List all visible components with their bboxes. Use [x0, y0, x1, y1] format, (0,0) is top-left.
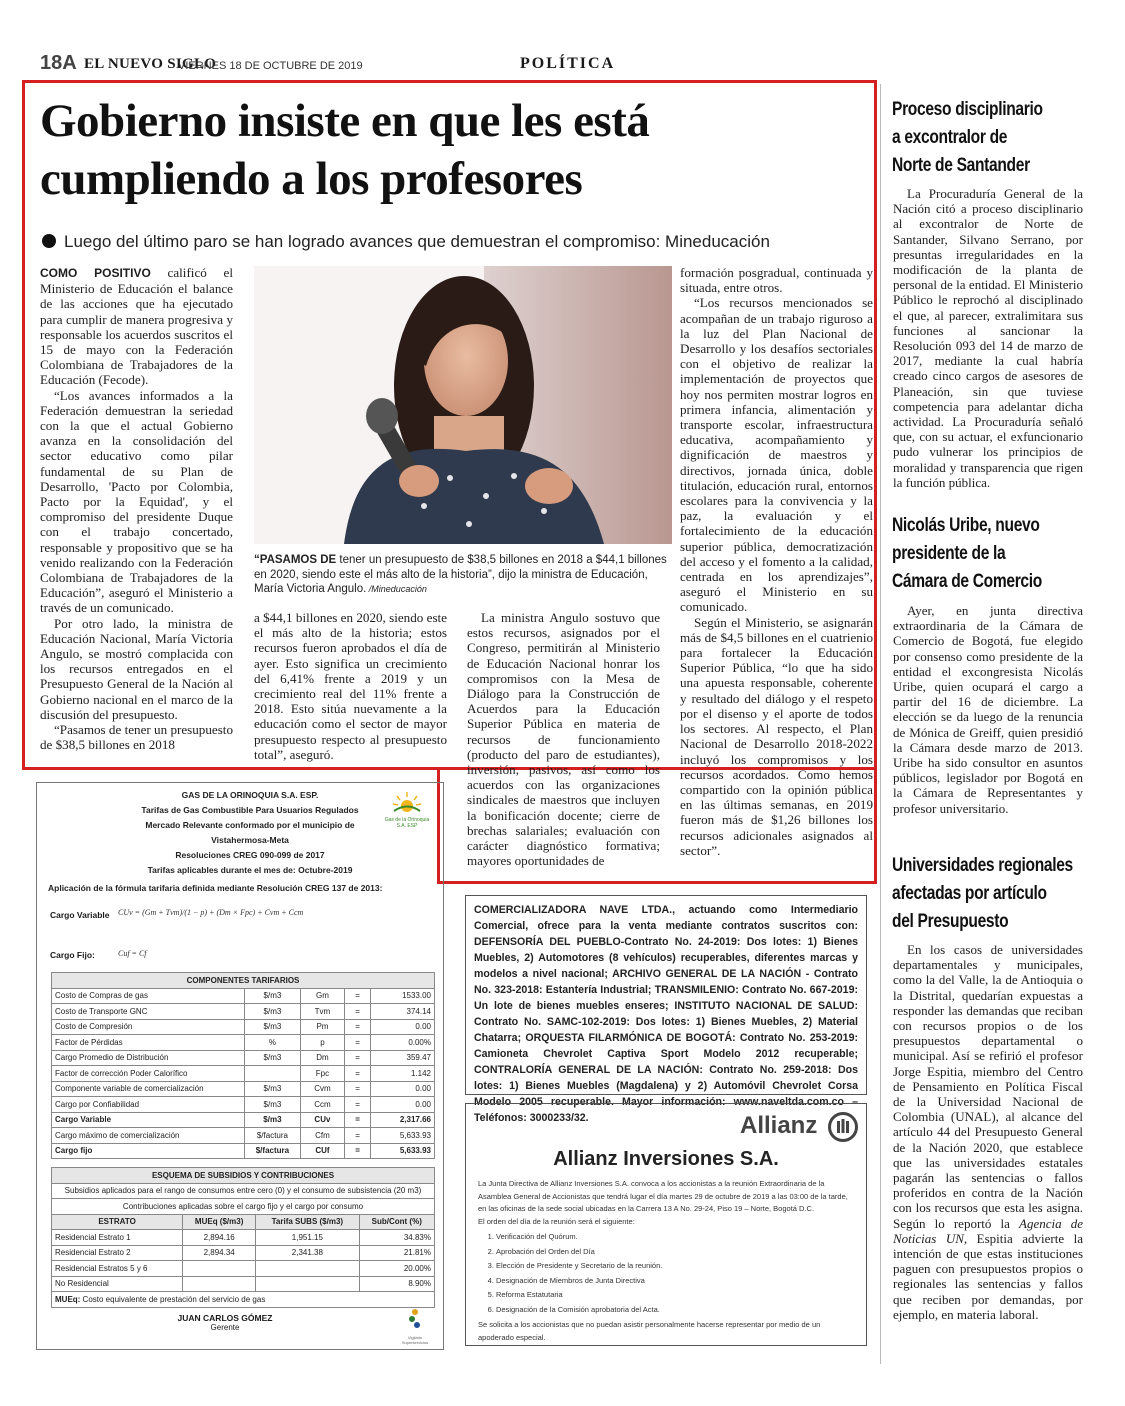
- cargo-fijo-formula: Cuf = Cf: [118, 949, 147, 958]
- paragraph: a $44,1 billones en 2020, siendo este el más alto de la historia; estos recursos fueron aprobados el día de ayer. Esto significa un crecimiento del 6,41% frente a 2019 y un crecimiento real del 11% frente a 2018. Esto sitúa nuevamente a la educación como el sector de mayor presupuesto respecto al presupuesto total”, aseguró.: [254, 610, 447, 762]
- paragraph: “Los recursos mencionados se acompañan de un trabajo riguroso a la luz del Plan Nacional de Desarrollo y los desafíos sectoriales con el objetivo de realizar la implementación de proyectos que hoy nos permiten mostrar logros en primera infancia, alimentación y transporte escolar, infraestructura educativa, acompañamiento y dignificación de maestros y directivos, jornada única, doble titulación, educación rural, entornos escolares para la convivencia y la paz, la evaluación y el fortalecimiento de la educación superior pública, democratización del acceso y el fomento a la calidad, centrada en los aprendizajes”, aseguró el Ministerio en su comunicado.: [680, 295, 873, 615]
- subsidy-row: Residencial Estrato 1 2,894.16 1,951.15 34.83%: [52, 1230, 435, 1246]
- sidebar-headline-2: Nicolás Uribe, nuevo presidente de la Cámara de Comercio: [892, 515, 1042, 592]
- gas-notice-header: GAS DE LA ORINOQUIA S.A. ESP. Tarifas de Gas Combustible Para Usuarios Regulados Mercado Relevante conformado por el municipio de Vistahermosa-Meta Resoluciones CREG 090-099 de 2017 Tarifas aplicables durante el mes de: Octubre-2019: [141, 790, 359, 875]
- section-title: POLÍTICA: [520, 55, 616, 72]
- headline-line-1: Gobierno insiste en que les está: [40, 95, 650, 147]
- gas-formula-intro: Aplicación de la fórmula tarifaria definida mediante Resolución CREG 137 de 2013:: [48, 883, 383, 893]
- minister-photo: [254, 266, 672, 544]
- superservicios-icon: [407, 1308, 423, 1330]
- tariff-row: Factor de corrección Poder Calorífico Fpc = 1.142: [52, 1066, 435, 1082]
- agenda-item: 2. Aprobación del Orden del Día: [496, 1245, 856, 1260]
- article-column-1: COMO POSITIVO calificó el Ministerio de Educación el balance de las acciones que ha ejecutado para cumplir de manera progresiva y responsable los acuerdos suscritos el 15 de mayo con la Federación Colombiana de Trabajadores de la Educación (Fecode). “Los avances informados a la Federación demuestran la seriedad con la que el actual Gobierno avanza en la consolidación del sector educativo como pilar fundamental de su Plan de Desarrollo, 'Pacto por Colombia, Pacto por la Equidad', y el compromiso del presidente Duque con el trabajo concertado, responsable y propositivo que se ha venido realizando con la Federación Colombiana de Trabajadores de la Educación”, aseguró el Ministerio a través de un comunicado. Por otro lado, la ministra de Educación Nacional, María Victoria Angulo, se mostró complacida con los recursos entregados en el Presupuesto General de la Nación al Gobierno nacional en el marco de la discusión del presupuesto. “Pasamos de tener un presupuesto de $38,5 billones en 2018: [40, 265, 233, 753]
- paragraph: Según el Ministerio, se asignarán más de $4,5 billones en el cuatrienio para fortalecer la Educación Superior Pública, “lo que ha sido una apuesta responsable, coherente y resultado del diálogo y el respeto por el disenso y el aporte de todos los sectores. Al respecto, el Plan Nacional de Desarrollo 2018-2022 incluyó los compromisos y los recursos acordados. Como hemos compartido con la opinión pública en las últimas semanas, en 2019 fueron más de $1,26 billones los recursos adicionales asignados al sector”.: [680, 614, 873, 858]
- cargo-variable-formula: CUv = (Gm + Tvm)/(1 − p) + (Dm × Fpc) + Cvm + Ccm: [118, 908, 304, 917]
- page-number: 18A: [40, 52, 77, 74]
- sidebar-headline-3: Universidades regionales afectadas por artículo del Presupuesto: [892, 855, 1073, 932]
- agenda-item: 3. Elección de Presidente y Secretario de la reunión.: [496, 1259, 856, 1274]
- paragraph: “Pasamos de tener un presupuesto de $38,5 billones en 2018: [40, 722, 233, 753]
- sidebar-story-2: Ayer, en junta directiva extraordinaria de la Cámara de Comercio de Bogotá, fue elegido por consenso como presidente de la entidad el excongresista Nicolás Uribe, quien ocupará el cargo a partir del 16 de diciembre. La elección se da luego de la renuncia de Mónica de Greiff, quien presidió la Cámara desde marzo de 2013. Uribe ha sido consultor en asuntos públicos, legislador por Bogotá en la Cámara de Representantes y profesor universitario.: [893, 603, 1083, 816]
- agenda-item: 1. Verificación del Quórum.: [496, 1230, 856, 1245]
- article-column-3: [467, 610, 660, 868]
- subsidy-row: Residencial Estratos 5 y 6 20.00%: [52, 1261, 435, 1277]
- tariff-row: Factor de Pérdidas % p = 0.00%: [52, 1035, 435, 1051]
- sun-icon: [392, 790, 422, 812]
- article-column-4: [680, 265, 873, 858]
- tariff-row: Componente variable de comercialización $/m3 Cvm = 0.00: [52, 1081, 435, 1097]
- allianz-body: La Junta Directiva de Allianz Inversiones S.A. convoca a los accionistas a la reunión Extraordinaria de la Asamblea General de Accionistas que tendrá lugar el día martes 29 de octubre de 2019 a las 03:00 de la tarde, en las oficinas de la sede social ubicadas en la Carrera 13 A No. 29-24, Piso 19 – Norte, Bogotá D.C. El orden del día de la reunión será el siguiente: 1. Verificación del Quórum. 2. Aprobación del Orden del Día 3. Elección de Presidente y Secretario de la reunión. 4. Designación de Miembros de Junta Directiva 5. Reforma Estatutaria 6. Designación de la Comisión aprobatoria del Acta. Se solicita a los accionistas que no puedan asistir personalmente hacerse representar por medio de un apoderado especial.: [478, 1178, 856, 1344]
- article-deck: Luego del último paro se han logrado avances que demuestran el compromiso: Mineducación: [42, 232, 862, 252]
- superservicios-seal: Vigilado Superservicios: [395, 1308, 435, 1345]
- nave-sale-notice: COMERCIALIZADORA NAVE LTDA., actuando como Intermediario Comercial, ofrece para la venta mediante contratos suscritos con: DEFENSORÍA DEL PUEBLO-Contrato No. 24-2019: Dos lotes: 1) Bienes Muebles, 2) Automotores (8 vehículos) recuperables, diferentes marcas y modelos a nivel nacional; ARCHIVO GENERAL DE LA NACIÓN - Contrato No. 323-2018: Estantería Industrial; TRANSMILENIO: Contrato No. 667-2019: Un lote de bienes muebles enseres; INSTITUTO NACIONAL DE SALUD: Contrato No. SAMC-102-2019: Dos lotes: 1) Bienes Muebles, 2) Material Chatarra; ORQUESTA FILARMÓNICA DE BOGOTÁ: Contrato No. 253-2019: Camioneta Chevrolet Captiva Sport Modelo 2012 recuperable; CONTRALORÍA GENERAL DE LA NACIÓN: Contrato No. 259-2018: Dos lotes: 1) Bienes Muebles (Magdalena) y 2) Automóvil Chevrolet Corsa Modelo 2005 recuperable. Mayor información: www.naveltda.com.co – Teléfonos: 3000233/32.: [465, 895, 867, 1095]
- allianz-title: Allianz Inversiones S.A.: [553, 1148, 779, 1170]
- tariff-row: Costo de Compresión $/m3 Pm = 0.00: [52, 1019, 435, 1035]
- paragraph: formación posgradual, continuada y situada, entre otros.: [680, 265, 873, 296]
- newspaper-name: EL NUEVO SIGLO: [84, 56, 217, 72]
- tariff-row: Cargo Promedio de Distribución $/m3 Dm = 359.47: [52, 1050, 435, 1066]
- cargo-fijo-label: Cargo Fijo:: [50, 950, 95, 960]
- subsidy-row: No Residencial 8.90%: [52, 1276, 435, 1292]
- allianz-eagle-icon: [828, 1112, 858, 1142]
- tariff-components-table: COMPONENTES TARIFARIOS Costo de Compras de gas $/m3 Gm = 1533.00 Costo de Transporte GNC $/m3 Tvm = 374.14 Costo de Compresión $/m3 Pm = 0.00 Factor de Pérdidas % p = 0.00% Cargo Promedio de Distribución $/m3 Dm = 359.47 Factor de corrección Poder Calorífico Fpc = 1.142 Componente variable de comercialización $/m3 Cvm = 0.00 Cargo por Confiabilidad $/m3 Ccm = 0.00 Cargo Variable $/m3 CUv = 2,317.66 Cargo máximo de comercialización $/factura Cfm = 5,633.93 Cargo fijo $/factura CUf = 5,633.93: [51, 972, 435, 1159]
- agenda-item: 5. Reforma Estatutaria: [496, 1288, 856, 1303]
- paragraph: “Los avances informados a la Federación demuestran la seriedad con la que el actual Gobierno avanza en la consolidación del sector educativo como pilar fundamental de su Plan de Desarrollo, 'Pacto por Colombia, Pacto por la Equidad', y el compromiso del presidente Duque con el trabajo concertado, responsable y propositivo que se ha venido realizando con la Federación Colombiana de Trabajadores de la Educación”, aseguró el Ministerio a través de un comunicado.: [40, 387, 233, 616]
- tariff-row: Cargo Variable $/m3 CUv = 2,317.66: [52, 1112, 435, 1128]
- paragraph: La ministra Angulo sostuvo que estos recursos, asignados por el Congreso, permitirán al Ministerio de Educación Nacional honrar los compromisos con la Mesa de Diálogo para la Construcción de Acuerdos para la Educación Superior Pública en materia de recursos de funcionamiento (producto del paro de estudiantes), inversión, pasivos, así como los acuerdos con las organizaciones sindicales de maestros que incluyen la bonificación docente; cierre de brechas salariales; evaluación con carácter diagnóstico formativa; mayores oportunidades de: [467, 610, 660, 869]
- tariff-row: Costo de Transporte GNC $/m3 Tvm = 374.14: [52, 1004, 435, 1020]
- gas-company-logo: Gas de la Orinoquia S.A. ESP: [382, 790, 432, 829]
- cargo-variable-label: Cargo Variable: [50, 910, 110, 920]
- issue-date: VIERNES 18 DE OCTUBRE DE 2019: [178, 60, 363, 72]
- agenda-list: [478, 1230, 856, 1317]
- tariff-row: Cargo por Confiabilidad $/m3 Ccm = 0.00: [52, 1097, 435, 1113]
- article-column-2: [254, 610, 447, 762]
- sidebar-story-3: En los casos de universidades departamentales y municipales, como la del Valle, la de Antioquia o la Distrital, quedarían expuestas a responder las demandas que reciban con recursos propios o de los presupuestos departamental o municipal. Así se refirió el profesor Jorge Espitia, miembro del Centro de Pensamiento en Política Fiscal de la Universidad Nacional de Colombia (UNAL), al alcance del artículo 44 del Presupuesto General de la Nación 2020, que establece que las universidades estatales pagarán las sentencias o fallos proferidos en contra de la Nación con los recursos que esta les asigna. Según lo reportó la Agencia de Noticias UN, Espitia advierte la intención de que estas instituciones paguen con presupuestos propios o regionales las sentencias y fallos que reciben por demandas, por ejemplo, en materia laboral.: [893, 942, 1083, 1322]
- allianz-logo: Allianz: [740, 1112, 818, 1139]
- paragraph: Por otro lado, la ministra de Educación Nacional, María Victoria Angulo, se mostró complacida con los recursos entregados en el Presupuesto General de la Nación al Gobierno nacional en el marco de la discusión del presupuesto.: [40, 615, 233, 722]
- sidebar-headline-1: Proceso disciplinario a excontralor de Norte de Santander: [892, 99, 1043, 176]
- headline-line-2: cumpliendo a los profesores: [40, 153, 583, 205]
- bullet-icon: [42, 234, 56, 248]
- subsidy-row: Residencial Estrato 2 2,894.34 2,341.38 21.81%: [52, 1245, 435, 1261]
- subsidy-footnote: MUEq: Costo equivalente de prestación del servicio de gas: [52, 1292, 435, 1308]
- tariff-row: Cargo fijo $/factura CUf = 5,633.93: [52, 1143, 435, 1159]
- tariff-row: Cargo máximo de comercialización $/factura Cfm = 5,633.93: [52, 1128, 435, 1144]
- photo-caption: “PASAMOS DE tener un presupuesto de $38,5 billones en 2018 a $44,1 billones en 2020, siendo este el más alto de la historia”, dijo la ministra de Educación, María Victoria Angulo. /Mineducación: [254, 554, 667, 595]
- subsidies-table: ESQUEMA DE SUBSIDIOS Y CONTRIBUCIONES Subsidios aplicados para el rango de consumos entre cero (0) y el consumo de subsistencia (20 m3) Contribuciones aplicadas sobre el cargo fijo y el cargo por consumo ESTRATO MUEq ($/m3) Tarifa SUBS ($/m3) Sub/Cont (%) Residencial Estrato 1 2,894.16 1,951.15 34.83% Residencial Estrato 2 2,894.34 2,341.38 21.81% Residencial Estratos 5 y 6 20.00% No Residencial 8.90% MUEq: Costo equivalente de prestación del servicio de gas: [51, 1167, 435, 1308]
- lead-in: COMO POSITIVO: [40, 266, 151, 280]
- tariff-row: Costo de Compras de gas $/m3 Gm = 1533.00: [52, 988, 435, 1004]
- agenda-item: 6. Designación de la Comisión aprobatoria del Acta.: [496, 1303, 856, 1318]
- agenda-item: 4. Designación de Miembros de Junta Directiva: [496, 1274, 856, 1289]
- gas-signer: JUAN CARLOS GÓMEZ Gerente: [177, 1313, 273, 1332]
- sidebar-story-1: La Procuraduría General de la Nación citó a proceso disciplinario al excontralor de Norte de Santander, Silvano Serrano, por presuntas irregularidades en la modificación de la planta de personal de la entidad. El Ministerio Público le reprochó al disciplinado el que, al parecer, extralimitara sus funciones al sancionar la Resolución 093 del 14 de marzo de 2017, mediante la cual habría creado cinco cargos de asesores de Planeación, sin que tuviese competencia para adelantar dicha actividad. La Procuraduría señaló que, con su actuar, el exfuncionario pudo vulnerar los principios de moralidad y transparencia que rigen la función pública.: [893, 186, 1083, 490]
- column-divider: [880, 84, 881, 1364]
- article-headline: [40, 92, 860, 208]
